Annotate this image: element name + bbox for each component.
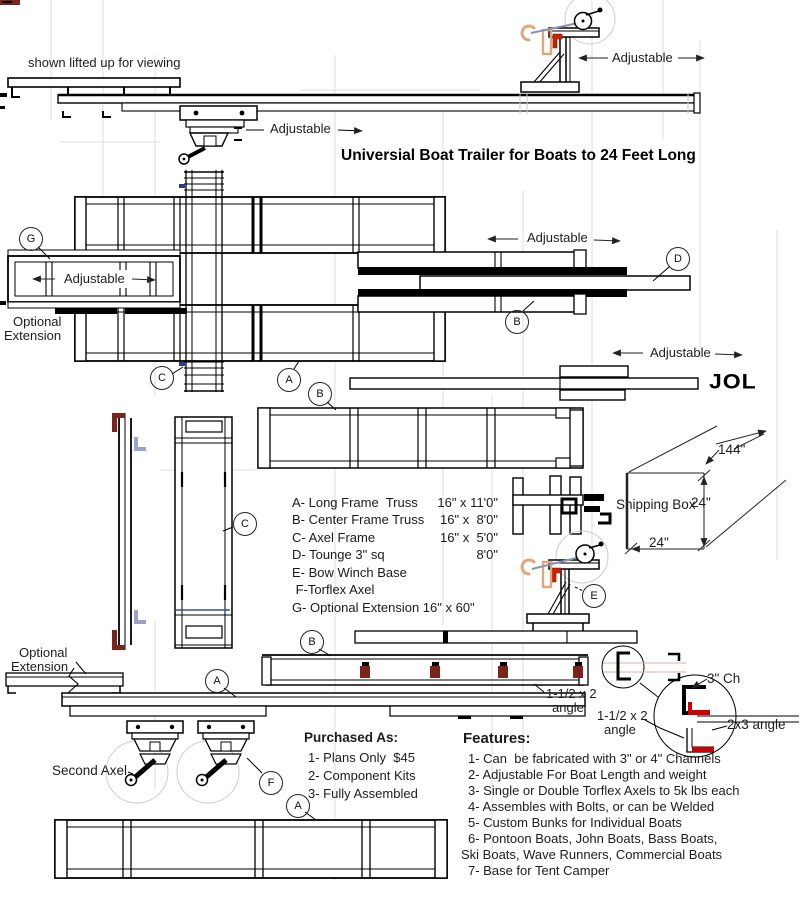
adjustable-label-telescope: Adjustable <box>650 345 711 360</box>
optional-extension-caption-bottom-2: Extension <box>11 659 69 674</box>
top-main-rail <box>58 93 700 117</box>
part-size: 8'0" <box>476 547 498 562</box>
angle-2x3-label: 2x3 angle <box>727 717 786 732</box>
adjustable-label-tongue: Adjustable <box>527 230 588 245</box>
balloon-a-3: A <box>286 794 310 818</box>
balloon-d: D <box>666 247 690 271</box>
part-label: E- Bow Winch Base <box>292 565 407 580</box>
part-size: 16" x 11'0" <box>437 495 498 510</box>
adjustable-label-winch-top: Adjustable <box>612 50 673 65</box>
channel-angle-detail-bubble <box>645 675 799 757</box>
dim-24-height: 24" <box>691 495 711 510</box>
balloon-e: E <box>582 584 606 608</box>
feature-item: 1- Can be fabricated with 3" or 4" Channels <box>468 751 721 766</box>
balloon-b-3: B <box>300 630 324 654</box>
feature-item: 6- Pontoon Boats, John Boats, Bass Boats, <box>468 831 718 846</box>
plan-top-truss <box>75 197 445 253</box>
part-label: F-Torflex Axel <box>292 582 375 597</box>
purchase-item: 1- Plans Only $45 <box>308 750 415 765</box>
second-axel-label: Second Axel <box>52 763 128 778</box>
parts-row <box>292 600 498 615</box>
frame-a-side-view <box>55 820 447 878</box>
balloon-a-2: A <box>205 669 229 693</box>
optional-extension-caption-top-2: Extension <box>4 328 62 343</box>
axle-frame-c <box>175 417 232 648</box>
adjustable-label-extension: Adjustable <box>64 271 125 286</box>
angle-label-1b: angle <box>552 700 584 715</box>
note-shown-lifted: shown lifted up for viewing <box>28 55 181 70</box>
parts-row <box>292 512 498 527</box>
angle-label-2: 1-1/2 x 2 <box>597 708 648 723</box>
optional-extension-caption-top-1: Optional <box>13 314 62 329</box>
bow-winch-top <box>521 0 704 92</box>
dim-24-width: 24" <box>649 535 669 550</box>
feature-item: 3- Single or Double Torflex Axels to 5k lbs each <box>468 783 740 798</box>
part-label: D- Tounge 3" sq <box>292 547 385 562</box>
optional-extension-caption-bottom-1: Optional <box>19 645 68 660</box>
adjustable-label-top-axle: Adjustable <box>270 121 331 136</box>
side-channel-member <box>112 413 146 650</box>
purchase-item: 3- Fully Assembled <box>308 786 418 801</box>
purchase-heading: Purchased As: <box>304 730 399 745</box>
part-label: A- Long Frame Truss <box>292 495 418 510</box>
feature-item: 4- Assembles with Bolts, or can be Welded <box>468 799 715 814</box>
feature-item: 5- Custom Bunks for Individual Boats <box>468 815 682 830</box>
balloon-f: F <box>259 771 283 795</box>
feature-item: Ski Boats, Wave Runners, Commercial Boats <box>461 847 723 862</box>
bow-winch-e <box>522 531 608 631</box>
parts-row <box>292 495 498 510</box>
balloon-c-2: C <box>233 512 257 536</box>
center-truss-b <box>258 408 583 468</box>
part-label: C- Axel Frame <box>292 530 376 545</box>
angle-label-1: 1-1/2 x 2 <box>546 686 597 701</box>
feature-item: 2- Adjustable For Boat Length and weight <box>468 767 707 782</box>
dim-144: 144" <box>718 442 746 457</box>
parts-row <box>292 547 498 562</box>
balloon-g: G <box>19 227 43 251</box>
purchase-item: 2- Component Kits <box>308 768 416 783</box>
balloon-c-1: C <box>150 366 174 390</box>
parts-row <box>292 530 498 545</box>
part-size: 16" x 5'0" <box>440 530 498 545</box>
part-size: 16" x 8'0" <box>440 512 498 527</box>
features-heading: Features: <box>463 730 531 747</box>
feature-item: 7- Base for Tent Camper <box>468 863 610 878</box>
balloon-a-1: A <box>277 368 301 392</box>
parts-row <box>292 565 498 580</box>
shipping-box-label: Shipping Box <box>616 497 696 512</box>
balloon-b-2: B <box>308 382 332 406</box>
page-title: Universial Boat Trailer for Boats to 24 Feet Long <box>341 147 696 164</box>
part-label: B- Center Frame Truss <box>292 512 425 527</box>
balloon-b-1: B <box>505 310 529 334</box>
channel-3in-label: 3" Ch <box>707 671 741 686</box>
angle-label-2b: angle <box>604 722 636 737</box>
part-label: G- Optional Extension 16" x 60" <box>292 600 475 615</box>
jol-logo: JOL <box>709 369 757 393</box>
channel-pair-detail <box>602 646 686 697</box>
winch-base-top-view <box>513 476 610 534</box>
parts-row <box>292 582 498 597</box>
corner-red-mark <box>0 0 20 5</box>
